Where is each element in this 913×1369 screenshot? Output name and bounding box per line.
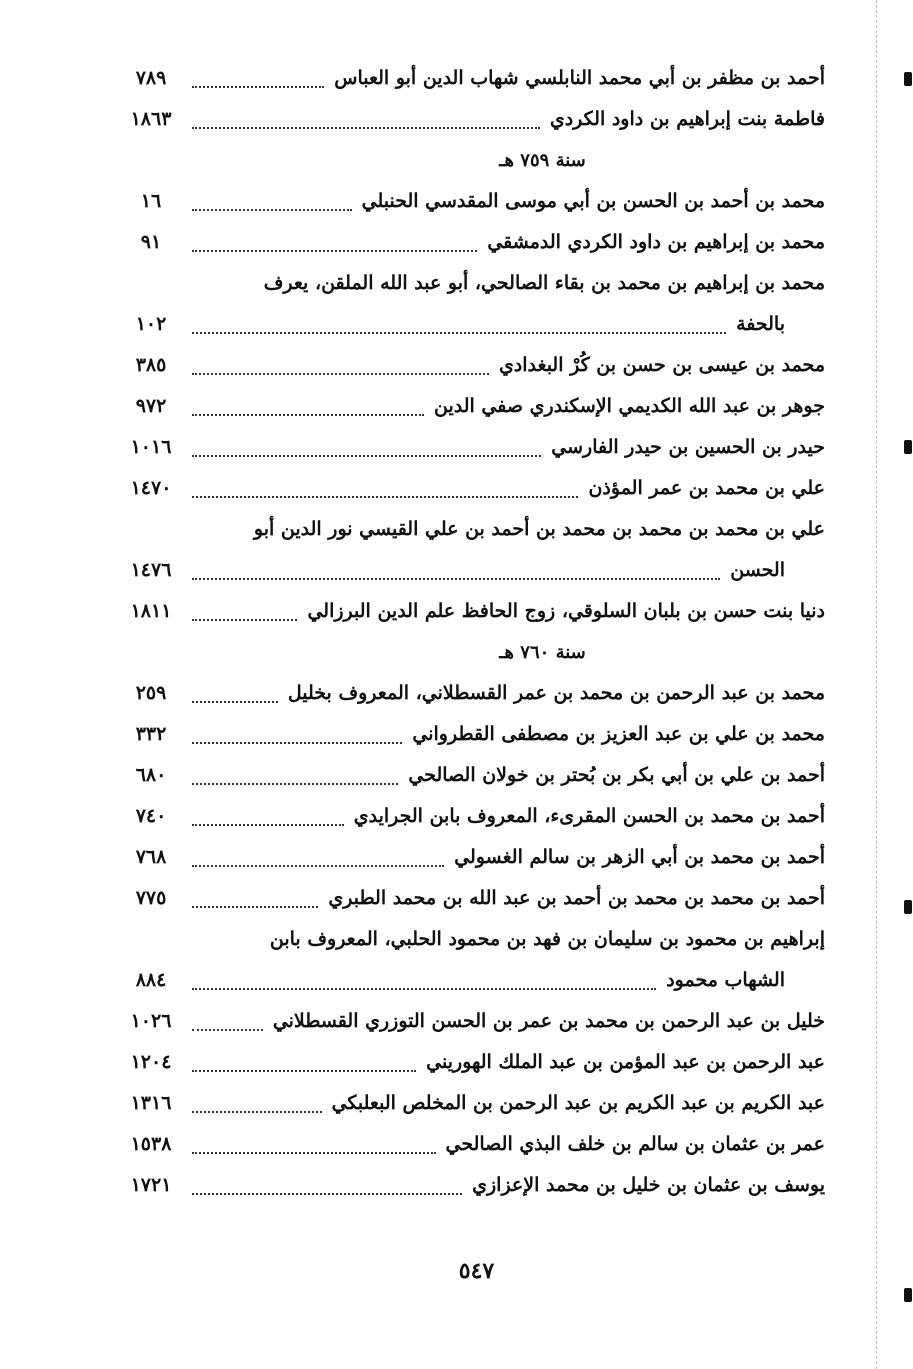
index-list (120, 58, 825, 1206)
year-heading: سنة ٧٦٠ هـ (499, 642, 586, 663)
dot-leader (192, 578, 720, 580)
entry-number: ١٧٢١ (130, 1174, 172, 1196)
dot-leader (192, 742, 402, 744)
index-entry (120, 878, 825, 919)
year-heading: سنة ٧٥٩ هـ (499, 150, 586, 171)
entry-number: ٧٨٩ (135, 67, 167, 89)
entry-name: جوهر بن عبد الله الكديمي الإسكندري صفي الدين (433, 395, 825, 417)
dot-leader (192, 86, 324, 88)
entry-name: دنيا بنت حسن بن بلبان السلوقي، زوج الحافظ علم الدين البرزالي (307, 600, 825, 622)
entry-name: خليل بن عبد الرحمن بن محمد بن عمر بن الحسن التوزري القسطلاني (272, 1010, 825, 1032)
dot-leader (192, 906, 318, 908)
index-entry (120, 550, 825, 591)
entry-number: ٧٧٥ (135, 887, 167, 909)
entry-number: ١٠٢ (135, 313, 167, 335)
index-entry-line (120, 263, 825, 304)
dot-leader (192, 619, 297, 621)
entry-name: أحمد بن محمد بن الحسن المقرىء، المعروف بابن الجرايدي (353, 805, 825, 827)
entry-number: ٧٦٨ (135, 846, 167, 868)
entry-number: ١٥٣٨ (130, 1133, 172, 1155)
entry-number: ١٨٦٣ (130, 108, 172, 130)
edge-mark (904, 440, 912, 454)
index-entry (120, 714, 825, 755)
edge-mark (904, 900, 912, 914)
entry-name: عمر بن عثمان بن سالم بن خلف البذي الصالحي (445, 1133, 825, 1155)
entry-name: محمد بن عيسى بن حسن بن كُرْ البغدادي (498, 354, 825, 376)
index-entry-line (120, 509, 825, 550)
index-entry (120, 58, 825, 99)
edge-mark (904, 72, 912, 86)
index-entry (120, 796, 825, 837)
dot-leader (192, 701, 278, 703)
dot-leader (192, 783, 398, 785)
index-entry (120, 1001, 825, 1042)
index-entry (120, 181, 825, 222)
entry-name: أحمد بن محمد بن محمد بن أحمد بن عبد الله بن محمد الطبري (328, 887, 825, 909)
entry-number: ١٢٠٤ (130, 1051, 172, 1073)
entry-name: أحمد بن مظفر بن أبي محمد النابلسي شهاب الدين أبو العباس (334, 67, 825, 89)
entry-name: محمد بن علي بن عبد العزيز بن مصطفى القطرواني (412, 723, 825, 745)
dot-leader (192, 1152, 436, 1154)
index-entry (120, 386, 825, 427)
entry-name: الحسن (730, 559, 785, 581)
index-entry (120, 1165, 825, 1206)
entry-number: ٧٤٠ (135, 805, 167, 827)
entry-number: ١٨١١ (130, 600, 172, 622)
dot-leader (192, 865, 444, 867)
entry-name: عبد الكريم بن عبد الكريم بن عبد الرحمن بن المخلص البعلبكي (331, 1092, 825, 1114)
entry-name-line1: محمد بن إبراهيم بن محمد بن بقاء الصالحي، أبو عبد الله الملقن، يعرف (263, 272, 825, 294)
entry-number: ١٠١٦ (130, 436, 172, 458)
dot-leader (192, 250, 477, 252)
entry-name-line1: إبراهيم بن محمود بن سليمان بن فهد بن محمود الحلبي، المعروف بابن (269, 928, 825, 950)
index-entry (120, 755, 825, 796)
index-entry (120, 222, 825, 263)
dot-leader (192, 455, 541, 457)
index-entry (120, 591, 825, 632)
index-entry (120, 960, 825, 1001)
entry-name: أحمد بن علي بن أبي بكر بن بُحتر بن خولان الصالحي (408, 764, 825, 786)
entry-number: ١٣١٦ (130, 1092, 172, 1114)
dot-leader (192, 824, 344, 826)
entry-number: ٩١ (140, 231, 162, 253)
index-entry (120, 345, 825, 386)
index-entry (120, 304, 825, 345)
entry-number: ٩٧٢ (135, 395, 167, 417)
entry-name: محمد بن إبراهيم بن داود الكردي الدمشقي (487, 231, 825, 253)
entry-name: علي بن محمد بن عمر المؤذن (588, 477, 825, 499)
dot-leader (192, 332, 726, 334)
entry-number: ٢٥٩ (135, 682, 167, 704)
index-entry (120, 1042, 825, 1083)
dot-leader (192, 496, 578, 498)
dot-leader (192, 1193, 462, 1195)
entry-number: ٦٨٠ (135, 764, 167, 786)
entry-name: بالحفة (736, 313, 785, 335)
entry-number: ١٤٧٠ (130, 477, 172, 499)
index-entry (120, 468, 825, 509)
dot-leader (192, 127, 540, 129)
entry-number: ٣٣٢ (135, 723, 167, 745)
entry-name: أحمد بن محمد بن أبي الزهر بن سالم الغسولي (454, 846, 825, 868)
dot-leader (192, 209, 352, 211)
index-entry (120, 427, 825, 468)
index-entry (120, 1124, 825, 1165)
entry-name: فاطمة بنت إبراهيم بن داود الكردي (549, 108, 825, 130)
index-entry (120, 673, 825, 714)
entry-number: ١٤٧٦ (130, 559, 172, 581)
entry-number: ١٦ (140, 190, 162, 212)
index-entry (120, 99, 825, 140)
entry-number: ٣٨٥ (135, 354, 167, 376)
entry-name: محمد بن عبد الرحمن بن محمد بن عمر القسطلاني، المعروف بخليل (287, 682, 825, 704)
index-entry (120, 1083, 825, 1124)
entry-name: محمد بن أحمد بن الحسن بن أبي موسى المقدسي الحنبلي (361, 190, 825, 212)
index-entry-line (120, 919, 825, 960)
page-number: ٥٤٧ (458, 1258, 495, 1284)
edge-mark (904, 1288, 912, 1302)
entry-number: ٨٨٤ (135, 969, 167, 991)
dot-leader (192, 988, 656, 990)
dot-leader (192, 1111, 322, 1113)
dot-leader (192, 414, 424, 416)
entry-name: حيدر بن الحسين بن حيدر الفارسي (551, 436, 825, 458)
entry-number: ١٠٢٦ (130, 1010, 172, 1032)
entry-name-line1: علي بن محمد بن محمد بن محمد بن أحمد بن علي القيسي نور الدين أبو (253, 518, 825, 540)
dot-leader (192, 1029, 263, 1031)
dot-leader (192, 373, 489, 375)
margin-rule (876, 0, 878, 1369)
index-entry (120, 837, 825, 878)
dot-leader (192, 1070, 416, 1072)
entry-name: عبد الرحمن بن عبد المؤمن بن عبد الملك الهوريني (426, 1051, 825, 1073)
entry-name: الشهاب محمود (666, 969, 785, 991)
entry-name: يوسف بن عثمان بن خليل بن محمد الإعزازي (472, 1174, 825, 1196)
